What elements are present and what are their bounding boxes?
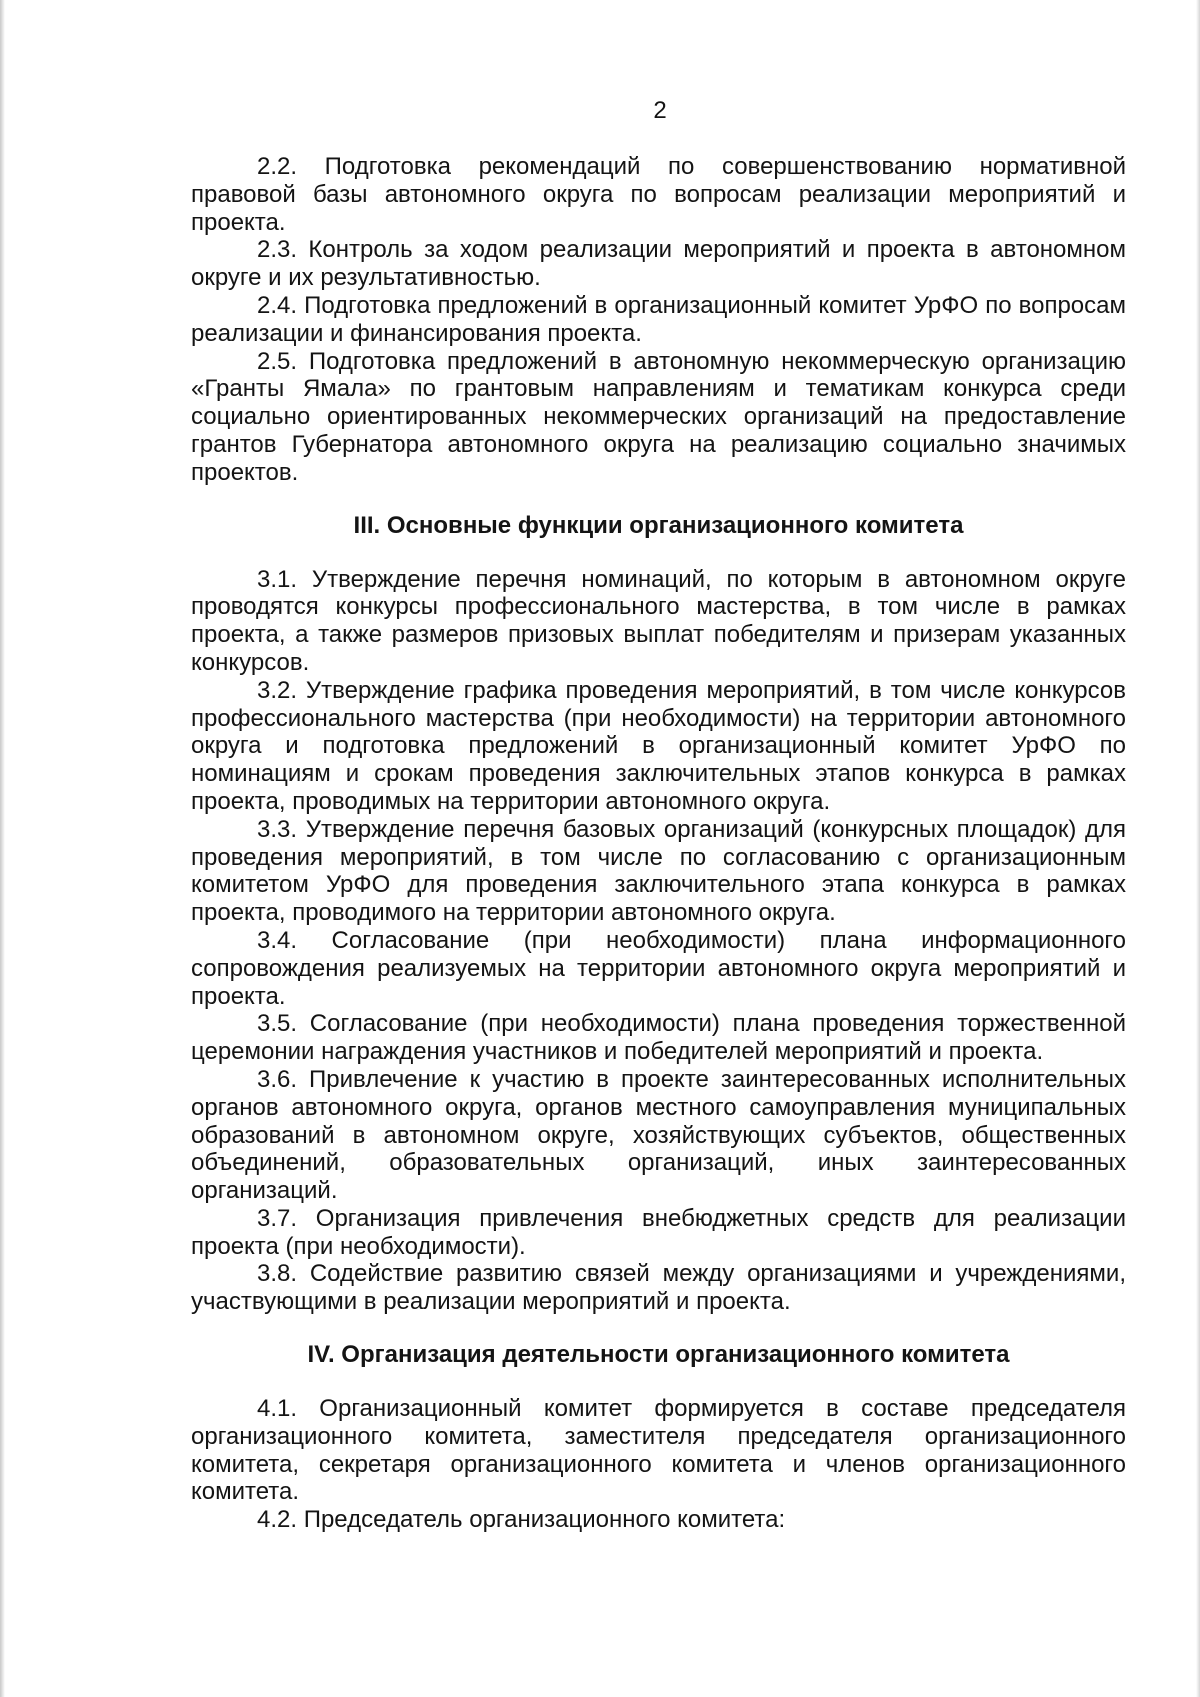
paragraph-2-2: 2.2. Подготовка рекомендаций по совершенствованию нормативной правовой базы автономного округа по вопросам реализации мероприятий и проекта. — [191, 153, 1126, 236]
paragraph-3-5: 3.5. Согласование (при необходимости) плана проведения торжественной церемонии награждения участников и победителей мероприятий и проекта. — [191, 1010, 1126, 1066]
paragraph-3-1: 3.1. Утверждение перечня номинаций, по которым в автономном округе проводятся конкурсы профессионального мастерства, в том числе в рамках проекта, а также размеров призовых выплат победителям и призерам указанных конкурсов. — [191, 565, 1126, 676]
page-number: 2 — [653, 97, 667, 124]
section-3-heading: III. Основные функции организационного комитета — [353, 511, 964, 539]
paragraph-3-8: 3.8. Содействие развитию связей между организациями и учреждениями, участвующими в реализации мероприятий и проекта. — [191, 1260, 1126, 1316]
paragraph-3-3: 3.3. Утверждение перечня базовых организаций (конкурсных площадок) для проведения мероприятий, в том числе по согласованию с организационным комитетом УрФО для проведения заключительного этапа конкурса в рамках проекта, проводимого на территории автономного округа. — [191, 815, 1126, 927]
paragraph-3-2: 3.2. Утверждение графика проведения мероприятий, в том числе конкурсов профессионального мастерства (при необходимости) на территории автономного округа и подготовка предложений в организационный комитет УрФО по номинациям и срокам проведения заключительных этапов конкурса в рамках проекта, проводимых на территории автономного округа. — [191, 676, 1126, 815]
paragraph-3-6: 3.6. Привлечение к участию в проекте заинтересованных исполнительных органов автономного округа, органов местного самоуправления муниципальных образований в автономном округе, хозяйствующих субъектов, общественных объединений, образовательных организаций, иных заинтересованных организаций. — [191, 1065, 1126, 1205]
paragraph-2-4: 2.4. Подготовка предложений в организационный комитет УрФО по вопросам реализации и финансирования проекта. — [191, 291, 1126, 347]
paragraph-3-4: 3.4. Согласование (при необходимости) плана информационного сопровождения реализуемых на территории автономного округа мероприятий и проекта. — [191, 926, 1126, 1010]
paragraph-4-2: 4.2. Председатель организационного комитета: — [257, 1506, 786, 1534]
paragraph-2-3: 2.3. Контроль за ходом реализации мероприятий и проекта в автономном округе и их результативностью. — [191, 236, 1126, 292]
section-4-heading: IV. Организация деятельности организационного комитета — [307, 1341, 1010, 1369]
paragraph-2-5: 2.5. Подготовка предложений в автономную некоммерческую организацию «Гранты Ямала» по грантовым направлениям и тематикам конкурса среди социально ориентированных некоммерческих организаций на предоставление грантов Губернатора автономного округа на реализацию социально значимых проектов. — [191, 347, 1126, 486]
scan-edge-shadow-right — [1196, 0, 1200, 1697]
paragraph-4-1: 4.1. Организационный комитет формируется в составе председателя организационного комитета, заместителя председателя организационного комитета, секретаря организационного комитета и членов организационного комитета. — [191, 1395, 1126, 1506]
paragraph-3-7: 3.7. Организация привлечения внебюджетных средств для реализации проекта (при необходимости). — [191, 1204, 1126, 1260]
scan-edge-shadow-left — [0, 0, 5, 1697]
document-body — [191, 153, 1126, 1534]
